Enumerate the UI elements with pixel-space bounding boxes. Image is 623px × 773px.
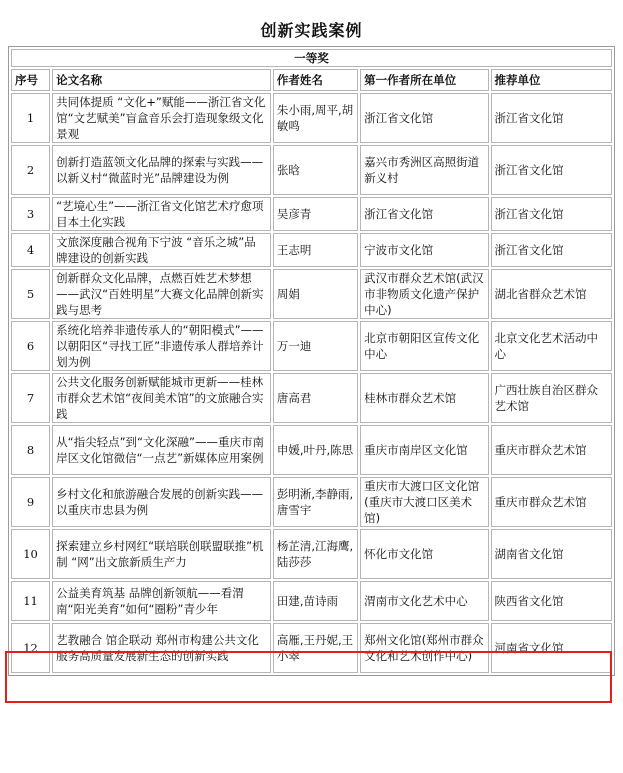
author: 杨芷清,江海鹰,陆莎莎: [273, 529, 358, 579]
recommender: 北京文化艺术活动中心: [491, 321, 612, 371]
recommender: 浙江省文化馆: [491, 233, 612, 267]
paper-title: 从“指尖轻点”到“文化深融”——重庆市南岸区文化馆微信“一点艺”新媒体应用案例: [52, 425, 271, 475]
row-number: 6: [11, 321, 50, 371]
prize-row: [11, 49, 612, 67]
row-number: 8: [11, 425, 50, 475]
row-number: 7: [11, 373, 50, 423]
table-row: [11, 93, 612, 143]
unit: 浙江省文化馆: [360, 197, 488, 231]
unit: 重庆市南岸区文化馆: [360, 425, 488, 475]
paper-title: 创新打造蓝领文化品牌的探索与实践——以新义村“微蓝时光”品牌建设为例: [52, 145, 271, 195]
paper-title: 共同体提质 “文化+”赋能——浙江省文化馆“文艺赋美”盲盒音乐会打造现象级文化景观: [52, 93, 271, 143]
row-number: 3: [11, 197, 50, 231]
paper-title: 乡村文化和旅游融合发展的创新实践——以重庆市忠县为例: [52, 477, 271, 527]
recommender: 河南省文化馆: [491, 623, 612, 673]
author: 高雁,王丹妮,王小翠: [273, 623, 358, 673]
row-number: 5: [11, 269, 50, 319]
recommender: 广西壮族自治区群众艺术馆: [491, 373, 612, 423]
table-row: [11, 145, 612, 195]
table-row: [11, 623, 612, 673]
unit: 郑州文化馆(郑州市群众文化和艺术创作中心): [360, 623, 488, 673]
table-row-highlighted: [11, 581, 612, 621]
page-title: 创新实践案例: [260, 21, 363, 40]
unit: 重庆市大渡口区文化馆(重庆市大渡口区美术馆): [360, 477, 488, 527]
table-row: [11, 373, 612, 423]
unit: 渭南市文化艺术中心: [360, 581, 488, 621]
header-row: [11, 69, 612, 91]
author: 周娟: [273, 269, 358, 319]
unit: 怀化市文化馆: [360, 529, 488, 579]
unit: 桂林市群众艺术馆: [360, 373, 488, 423]
author: 万一迪: [273, 321, 358, 371]
paper-title: “艺境心生”——浙江省文化馆艺术疗愈项目本土化实践: [52, 197, 271, 231]
unit: 嘉兴市秀洲区高照街道新义村: [360, 145, 488, 195]
unit: 浙江省文化馆: [360, 93, 488, 143]
table-row: [11, 233, 612, 267]
recommender: 重庆市群众艺术馆: [491, 425, 612, 475]
row-number: 4: [11, 233, 50, 267]
table-row: [11, 529, 612, 579]
table-row: [11, 321, 612, 371]
row-number: 11: [11, 581, 50, 621]
row-number: 9: [11, 477, 50, 527]
recommender: 湖南省文化馆: [491, 529, 612, 579]
author: 田建,苗诗雨: [273, 581, 358, 621]
recommender: 浙江省文化馆: [491, 145, 612, 195]
paper-title: 公益美育筑基 品牌创新领航——看渭南“阳光美育”如何“圈粉”青少年: [52, 581, 271, 621]
author: 申媛,叶丹,陈思: [273, 425, 358, 475]
author: 王志明: [273, 233, 358, 267]
recommender: 浙江省文化馆: [491, 93, 612, 143]
paper-title: 艺教融合 馆企联动 郑州市构建公共文化服务高质量发展新生态的创新实践: [52, 623, 271, 673]
recommender: 湖北省群众艺术馆: [491, 269, 612, 319]
table-row: [11, 269, 612, 319]
recommender: 陕西省文化馆: [491, 581, 612, 621]
column-header: 推荐单位: [491, 69, 612, 91]
column-header: 序号: [11, 69, 50, 91]
column-header: 作者姓名: [273, 69, 358, 91]
paper-title: 创新群众文化品牌，点燃百姓艺术梦想——武汉“百姓明星”大赛文化品牌创新实践与思考: [52, 269, 271, 319]
unit: 武汉市群众艺术馆(武汉市非物质文化遗产保护中心): [360, 269, 488, 319]
awards-table: [8, 46, 615, 676]
paper-title: 文旅深度融合视角下宁波 “音乐之城”品牌建设的创新实践: [52, 233, 271, 267]
recommender: 浙江省文化馆: [491, 197, 612, 231]
table-row: [11, 197, 612, 231]
column-header: 论文名称: [52, 69, 271, 91]
row-number: 10: [11, 529, 50, 579]
author: 唐高君: [273, 373, 358, 423]
prize-heading: 一等奖: [11, 49, 612, 67]
paper-title: 公共文化服务创新赋能城市更新——桂林市群众艺术馆“夜间美术馆”的文旅融合实践: [52, 373, 271, 423]
paper-title: 系统化培养非遗传承人的“朝阳模式”——以朝阳区“寻找工匠”非遗传承人群培养计划为例: [52, 321, 271, 371]
recommender: 重庆市群众艺术馆: [491, 477, 612, 527]
author: 张晗: [273, 145, 358, 195]
column-header: 第一作者所在单位: [360, 69, 488, 91]
row-number: 12: [11, 623, 50, 673]
unit: 宁波市文化馆: [360, 233, 488, 267]
author: 吴彦青: [273, 197, 358, 231]
author: 朱小雨,周平,胡敏鸣: [273, 93, 358, 143]
table-row: [11, 477, 612, 527]
unit: 北京市朝阳区宣传文化中心: [360, 321, 488, 371]
author: 彭明淅,李静雨,唐雪宇: [273, 477, 358, 527]
paper-title: 探索建立乡村网红“联培联创联盟联推”机制 “网”出文旅新质生产力: [52, 529, 271, 579]
row-number: 1: [11, 93, 50, 143]
table-row: [11, 425, 612, 475]
row-number: 2: [11, 145, 50, 195]
